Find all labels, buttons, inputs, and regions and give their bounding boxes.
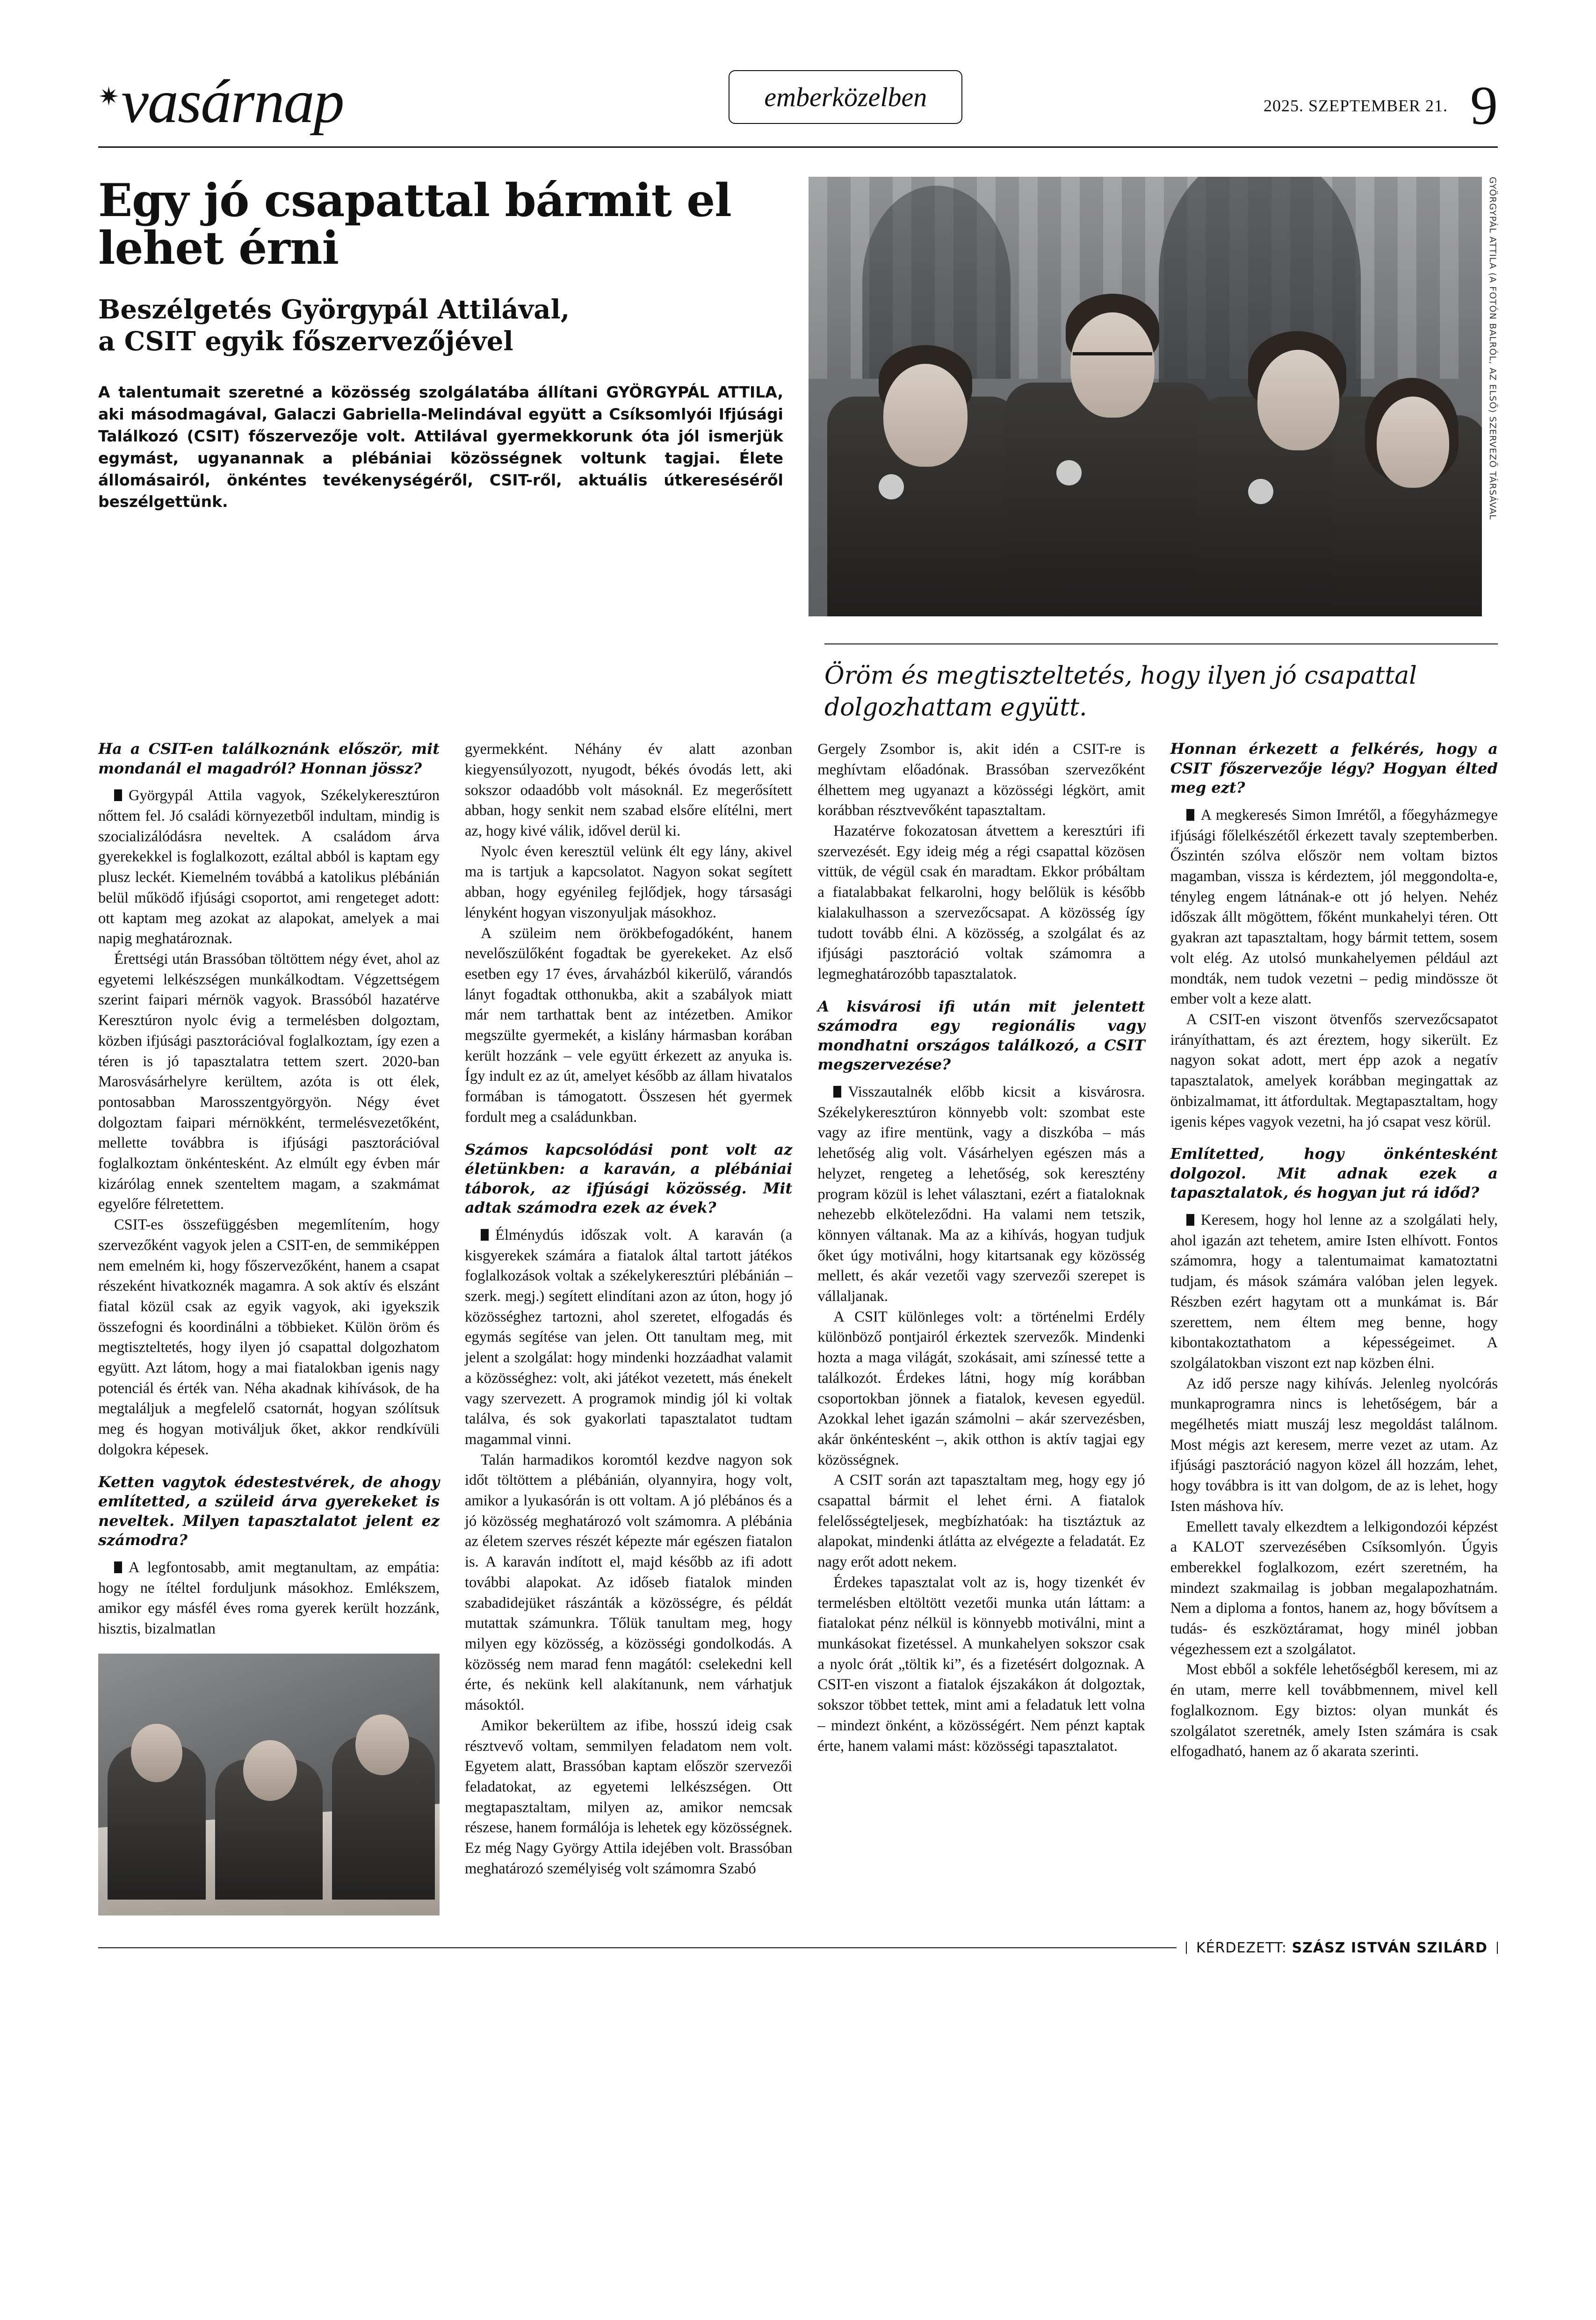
photo-person-4 (1332, 308, 1482, 616)
bullet-square-icon (1186, 809, 1194, 821)
photo-person-1 (823, 289, 1024, 616)
article-subhead-line1: Beszélgetés Györgypál Attilával, (98, 294, 570, 325)
footer-tick-left (1186, 1942, 1187, 1954)
answer-paragraph (98, 786, 440, 949)
answer-text: Györgypál Attila vagyok, Székelykeresztúron nőttem fel. Jó családi környezetből indultam, mindig is szocializálódásra neveltek. A családom árva gyerekekkel is foglalkozott, ezáltal abból is kaptam egy plusz leckét. Kiemelném továbbá a katolikus plébánián belül működő ifjúsági csoportot, ami rengeteget adott: ott kaptam meg azokat az alapokat, amelyek a mai napig meghatároznak. (98, 787, 440, 947)
answer-paragraph (1170, 805, 1498, 1010)
photo-person-3-logo (1248, 479, 1273, 504)
body-paragraph: Érettségi után Brassóban töltöttem négy évet, ahol az egyetemi lelkészségen munkálkodtam. Végzettségem szerint faipari mérnök vagyok. Brassóból hazatérve Keresztúron nyolc évig a termelésben dolgoztam, közben ifjúsági pasztorációval foglalkoztam, így ezen a téren is jó tapasztalatra tettem szert. 2020-ban Marosvásárhelyre kerültem, azóta is ott élek, pontosabban Marosszentgyörgyön. Négy évet dolgoztam faipari mérnökként, termelésvezetőként, mellette továbbra is ifjúsági pasztorációval foglalkoztam önkéntesként. Az elmúlt egy évben már kizárólag ennek szenteltem magam, a szakmámat egyelőre félretettem. (98, 951, 440, 1213)
photo-person-1-head (883, 364, 968, 467)
article-header (98, 174, 1498, 616)
answer-paragraph (465, 1225, 792, 1450)
photo-person-2 (996, 261, 1215, 616)
body-paragraph: Emellett tavaly elkezdtem a lelkigondozói képzést a KALOT szervezésében Csíksomlyón. Úgyis emberekkel foglalkozom, ezért szeretném, ha mindezt szakmailag is jobban megalapozhatnám. Nem a diploma a fontos, hanem az, hogy bővítsem a tudás- és eszköztáramat, hogy minél jobban végezhessem ezt a szolgálatot. (1170, 1518, 1498, 1658)
body-paragraph: Az idő persze nagy kihívás. Jelenleg nyolcórás munkaprogramra nincs is lehetőségem, bár a megélhetés miatt muszáj lesz megoldást találnom. Most mégis azt keresem, merre vezet az utam. Az ifjúsági pasztoráció nagyon közel áll hozzám, lehet, hogy továbbra is itt van dolgom, de az is lehet, hogy Isten máshova hív. (1170, 1375, 1498, 1515)
body-paragraph: A CSIT során azt tapasztaltam meg, hogy egy jó csapattal bármit el lehet érni. A fiatalok felelősségteljesek, megbízhatóak: ha tisztáztuk az alapokat, mindenki átlátta az elvégezte a feladatát. Ez nagy erőt adott nekem. (817, 1472, 1145, 1571)
photo-person-1-logo (879, 474, 904, 499)
issue-date: 2025. SZEPTEMBER 21. (1263, 96, 1448, 115)
question: A kisvárosi ifi után mit jelentett számodra egy regionális vagy mondhatni országos találkozó, a CSIT megszervezése? (817, 997, 1145, 1074)
page-number: 9 (1470, 74, 1498, 136)
body-paragraph: Most ebből a sokféle lehetőségből keresem, mi az én utam, merre kell továbbmennem, mivel kell foglalkoznom. Egy biztos: olyan munkát és szolgálatot szeretnék, amely Isten számára is csak elfogadható, hanem az ő akarata szerinti. (1170, 1661, 1498, 1760)
article-photo-wrap (809, 177, 1498, 616)
answer-text: A megkeresés Simon Imrétől, a főegyházmegye ifjúsági főlelkészétől érkezett tavaly szeptemberben. Őszintén szólva először nem voltam biztos magamban, vissza is kérdeztem, jól meggondolta-e, tényleg engem látnának-e ott jó helyen. Nehéz időszak állt mögöttem, főként munkahelyi téren. Ott gyakran azt tapasztaltam, hogy bármit tettem, sosem volt elég. Az utolsó munkahelyemen például azt mondták, nem tudok vezetni – pedig mindössze öt ember volt a keze alatt. (1170, 806, 1498, 1008)
publication-title: vasárnap (121, 66, 344, 136)
answer-text: A legfontosabb, amit megtanultam, az empátia: hogy ne ítéltel forduljunk másokhoz. Emlékszem, amikor egy másfél éves roma gyerek került hozzánk, hisztis, bizalmatlan (98, 1559, 440, 1638)
photo-person-2-body (1005, 383, 1211, 616)
section-badge: emberközelben (729, 70, 962, 124)
bullet-square-icon (833, 1086, 841, 1098)
footer-rule (98, 1947, 1177, 1948)
answer-paragraph (1170, 1210, 1498, 1374)
body-paragraph: Talán harmadikos koromtól kezdve nagyon sok időt töltöttem a plébánián, olyannyira, hogy volt, amikor a lyukasórán is ott voltam. A jó plébános és a jó közösség meghatározó volt számomra. A plébánia az életem szerves részét képezte már egészen fiatalon is. A karaván indított el, majd később az ifi adott további alapokat. Az időseb fiatalok minden szabadidejüket rászánták a közösségre, és példát mutattak számunkra. Tőlük tanultam meg, hogy milyen egy közösség, a közösségi gondolkodás. A közösség nem marad fenn magától: cselekedni kell érte, és nekünk kell alakítanunk, nem várhatjuk másoktól. (465, 1451, 793, 1714)
answer-text: Keresem, hogy hol lenne az a szolgálati hely, ahol igazán azt tehetem, amire Isten elhívott. Fontos számomra, hogy a talentumaimat kamatoztatni tudjam, és mások számára valóban jelen legyek. Részben ezért hagytam ott a munkámat is. Bár szerettem, nem éltem meg benne, hogy kibontakoztathatom a képességeimet. A szolgálatokban viszont ezt nap közben élni. (1170, 1212, 1498, 1372)
answer-paragraph (98, 1558, 440, 1640)
inline-photo (98, 1654, 440, 1915)
page-title: Egy jó csapattal bármit el lehet érni (98, 174, 731, 275)
byline (1196, 1940, 1488, 1956)
body-paragraph: CSIT-es összefüggésben megemlítením, hogy szervezőként vagyok jelen a CSIT-en, de semmiképpen nem emelném ki, hogy főszervezőként, hanem a csapat részeként hivatkoznék magamra. A sok aktív és elszánt fiatal közül csak az egyik vagyok, aki igyekszik összefogni és koordinálni a többieket. Külön öröm és megtiszteltetés, hogy ilyen jó csapattal dolgozhatom együtt. Azt látom, hogy a mai fiatalokban igenis nagy potenciál és érték van. Néha akadnak kihívások, de ha megtaláljuk a megfelelő csatornát, hogyan szólítsuk meg és hogyan motiváljuk őket, akkor rendkívüli dolgokra képesek. (98, 1216, 440, 1458)
footer-tick-right (1497, 1942, 1498, 1954)
article-footer (98, 1940, 1498, 1956)
column-2 (465, 739, 792, 1879)
masthead-brand (98, 66, 344, 136)
column-4 (1170, 739, 1498, 1762)
photo-credit: GYÖRGYPÁL ATTILA (A FOTÓN BALRÓL, AZ ELSŐ) SZERVEZŐ TÁRSÁVAL (1488, 177, 1498, 520)
photo-person-2-logo (1056, 460, 1082, 485)
body-paragraph: Amikor bekerültem az ifibe, hosszú ideig csak résztvevő voltam, semmilyen feladatom nem volt. Egyetem alatt, Brassóban kaptam először szervezői feladatokat, az egyetemi lelkészségen. Ott megtapasztaltam, milyen az, amikor nemcsak részese, hanem formálója is lehetek egy közösségnek. Ez még Nagy György Attila idejében volt. Brassóban meghatározó személyiség volt számomra Szabó (465, 1717, 793, 1877)
body-paragraph: A CSIT-en viszont ötvenfős szervezőcsapatot irányíthattam, és azt éreztem, hogy sikerült. Ez nagyon sokat adott, mert épp azok a negatív tapasztalatok, amelyek korábban megingattak az önbizalmamat, itt átfordultak. Megtapasztaltam, hogy igenis képes vagyok vezetni, ha jó csapat vesz körül. (1170, 1011, 1498, 1130)
body-paragraph: A szüleim nem örökbefogadóként, hanem nevelőszülőként fogadtak be gyerekeket. Az első esetben egy 17 éves, árvaházból kikerülő, várandós lányt fogadtak otthonukba, akit a szabályok miatt már nem tarthattak bent az intézetben. Amikor megszülte gyermekét, a kislány hármasban korában került hozzánk – vele együtt érkezett az anyuka is. Így indult ez az út, amelyet később az állam hivatalos formában is támogatott. Összesen hét gyermek fordult meg a családunkban. (465, 925, 793, 1126)
body-paragraph: Nyolc éven keresztül velünk élt egy lány, akivel ma is tartjuk a kapcsolatot. Nagyon sokat segített abban, hogy egyénileg fejlődjek, hogy társasági lényként hogyan viszonyuljak másokhoz. (465, 843, 793, 921)
photo-person-2-head (1070, 312, 1155, 418)
byline-label: KÉRDEZETT: (1196, 1939, 1287, 1956)
article-body (98, 739, 1498, 1915)
bullet-square-icon (114, 789, 122, 801)
question: Ketten vagytok édestestvérek, de ahogy említetted, a szüleid árva gyerekeket is neveltek. Milyen tapasztalatot jelent ez számodra? (98, 1473, 440, 1549)
body-paragraph: gyermekként. Néhány év alatt azonban kiegyensúlyozott, nyugodt, békés óvodás lett, aki sokszor odaadóbb volt másoknál. Ez megerősített abban, hogy senkit nem szabad elsőre elítélni, mert az, hogy kivé válik, idővel derül ki. (465, 741, 793, 839)
photo-person-2-glasses (1073, 352, 1152, 362)
answer-paragraph (817, 1082, 1145, 1307)
bullet-square-icon (481, 1229, 489, 1241)
article-lead: A talentumait szeretné a közösség szolgálatába állítani GYÖRGYPÁL ATTILA, aki másodmagával, Galaczi Gabriella-Melindával együtt a Csíksomlyói Ifjúsági Találkozó (CSIT) főszervezője volt. Attilával gyermekkorunk óta jól ismerjük egymást, ugyanannak a plébániai közösségnek voltunk tagjai. Élete állomásairól, önkéntes tevékenységéről, CSIT-ről, aktuális útkereséséről beszélgettünk. (98, 383, 783, 511)
body-paragraph: Érdekes tapasztalat volt az is, hogy tizenkét év termelésben eltöltött vezetői munka után láttam: a fiatalokat pénz nélkül is könnyebb motiválni, mint a munkásokat fizetéssel. A munkahelyen sokszor csak a nyolc órát „töltik ki”, és a fizetésért dolgoznak. A CSIT-en viszont a fiatalok éjszakákon át dolgoztak, sokszor többet tettek, mint ami a feladatuk lett volna – mindezt önként, a közösségért. Nem pénzt kaptak érte, hanem valami mást: közösségi tapasztalatot. (817, 1574, 1145, 1755)
bullet-square-icon (114, 1561, 122, 1573)
body-paragraph: Hazatérve fokozatosan átvettem a keresztúri ifi szervezését. Egy ideig még a régi csapattal közösen vittük, de végül csak én maradtam. Ekkor próbáltam a fiatalabbakat felkarolni, hogy belőlük is később kialakulhasson a szervezőcsapat. A közösség így tudott tovább élni. A közösség, a szolgálat és az ifjúsági pasztoráció voltak számomra a legmeghatározóbb tapasztalatok. (817, 823, 1145, 983)
bullet-square-icon (1186, 1214, 1194, 1226)
article-photo (809, 177, 1482, 616)
byline-name: SZÁSZ ISTVÁN SZILÁRD (1292, 1939, 1488, 1956)
question: Számos kapcsolódási pont volt az életünkben: a karaván, a plébániai táborok, az ifjúsági közösség. Mit adtak számodra ezek az évek? (465, 1140, 793, 1217)
inline-photo-head-3 (355, 1714, 409, 1775)
article-subhead-line2: a CSIT egyik főszervezőjével (98, 325, 513, 357)
answer-text: Élménydús időszak volt. A karaván (a kisgyerekek számára a fiatalok által tartott játékos foglalkozások voltak a székelykeresztúri plébánián – szerk. megj.) segített elindítani azon az úton, hogy jó közösséghez tartozni, ahol szeretet, elfogadás és egymás segítése van jelen. Ott tanultam meg, mit jelent a szolgálat: hogy mindenki hozzáadhat valamit a közösséghez: volt, aki játékot vezetett, más énekelt vagy szervezett. A programok mindig jól ki voltak találva, és sok gyakorlati tapasztalatot tudtam magammal vinni. (465, 1226, 793, 1448)
pull-quote: Öröm és megtiszteltetés, hogy ilyen jó csapattal dolgozhattam együtt. (824, 643, 1498, 723)
column-3 (817, 739, 1145, 1756)
masthead (98, 66, 1498, 148)
sparkle-icon: ✷ (98, 82, 120, 111)
photo-person-4-head (1377, 397, 1449, 488)
question: Ha a CSIT-en találkoznánk először, mit mondanál el magadról? Honnan jössz? (98, 740, 440, 777)
inline-photo-head-2 (243, 1740, 297, 1801)
body-paragraph: Gergely Zsombor is, akit idén a CSIT-re is meghívtam előadónak. Brassóban szervezőként élhettem meg ugyanazt a közösségi légkört, amit korábban résztvevőként tapasztaltam. (817, 741, 1145, 819)
column-1 (98, 739, 440, 1915)
body-paragraph: A CSIT különleges volt: a történelmi Erdély különböző pontjairól érkeztek szervezők. Mindenki hozta a maga világát, szokásait, ami színessé tette a találkozót. Érdekes látni, hogy míg korábban csoportokban jönnek a fiatalok, kevesen egyedül. Azokkal lehet igazán számolni – akár szervezésben, akár önkéntesként –, akik otthon is aktív tagjai egy közösségnek. (817, 1308, 1145, 1468)
answer-text: Visszautalnék előbb kicsit a kisvárosra. Székelykeresztúron könnyebb volt: szombat este vagy az ifire mentünk, vagy a diszkóba – más lehetőség alig volt. Vásárhelyen egészen más a helyzet, rengeteg a lehetőség, sok keresztény program közül is lehet választani, ezért a fiataloknak nehezebb elköteleződni. Ha valami nem tetszik, könnyen váltanak. Ma az a kihívás, hogyan tudjuk őket úgy motiválni, hogy kitartsanak egy közösség mellett, és akár vezetői vagy szervezői szerepet is vállaljanak. (817, 1084, 1145, 1305)
article-header-text (98, 174, 783, 616)
article-subhead (98, 294, 783, 358)
question: Említetted, hogy önkéntesként dolgozol. Mit adnak ezek a tapasztalatok, és hogyan jut rá időd? (1170, 1145, 1498, 1202)
question: Honnan érkezett a felkérés, hogy a CSIT főszervezője légy? Hogyan élted meg ezt? (1170, 740, 1498, 797)
inline-photo-head-1 (131, 1724, 182, 1782)
masthead-meta (1263, 74, 1498, 136)
photo-person-3-head (1257, 350, 1339, 450)
